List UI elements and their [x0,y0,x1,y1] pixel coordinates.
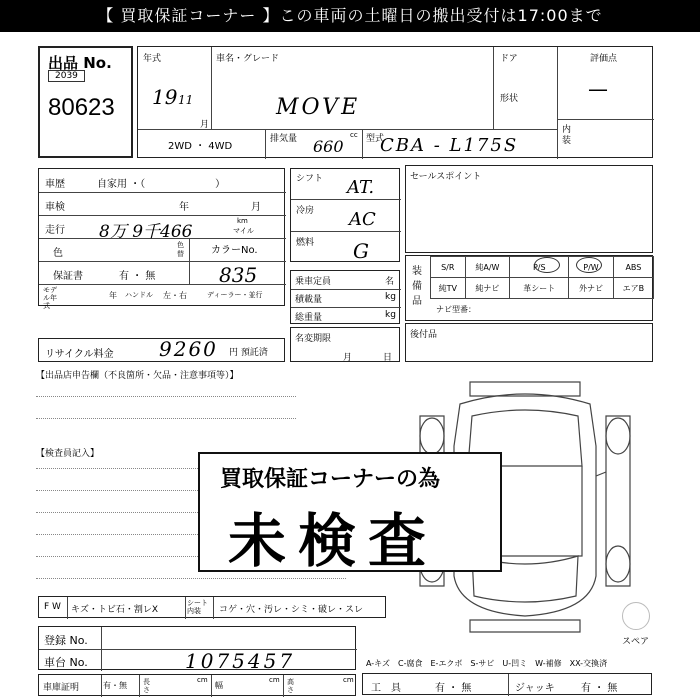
height-label: 高さ [287,678,294,694]
model-label: 型式 [366,134,385,144]
sales-points-box [405,165,653,253]
name-change-box [290,327,400,362]
stamp-line1: 買取保証コーナーの為 [220,467,441,492]
lot-label: 出品 No. [48,54,112,72]
chassis-label: 車台 No. [44,656,88,669]
inspector-label: 【検査員記入】 [36,449,100,459]
registration-grid [38,626,356,673]
sales-points-label: セールスポイント [410,172,482,182]
color-no-label: カラーNo. [211,245,258,256]
seat-label: シート内装 [187,599,208,615]
name-change-label: 名変期限 [295,334,332,344]
warranty-label: 保証書 [53,271,83,282]
fuel-label: 燃料 [296,238,315,248]
equipment-item: S/R [431,257,466,278]
equipment-item: 外ナビ [569,278,614,299]
tools-grid [362,673,652,695]
tool-value: 有 ・ 無 [435,683,472,694]
warranty-value: 有 ・ 無 [119,271,156,282]
post-mount-label: 後付品 [410,330,438,340]
reg-label: 登録 No. [44,634,88,647]
navi-label: ナビ型番： [436,305,476,314]
shape-label: 形状 [500,94,519,104]
equipment-item: ABS [613,257,653,278]
color-no-value: 835 [219,263,258,287]
handle-value: 左・右 [163,291,187,300]
displacement-label: 排気量 [270,134,298,144]
header-grid [137,46,653,158]
details-grid [38,168,285,310]
model-year-label: モデル年式 [43,286,57,310]
month-value: 11 [178,93,194,107]
jack-value: 有 ・ 無 [581,683,618,694]
score-label: 評価点 [590,54,618,64]
drive-label: 2WD ・ 4WD [168,141,233,152]
shift-value: AT. [347,177,375,198]
equipment-item: 革シート [510,278,569,299]
inspection-label: 車検 [45,202,65,213]
ps-circle-mark [534,257,560,273]
length-label: 長さ [143,678,150,694]
gross-unit: kg [385,310,396,320]
post-mount-box [405,323,653,362]
equipment-item: 純ナビ [465,278,510,299]
displacement-unit: cc [350,131,358,139]
gross-label: 総重量 [295,313,323,323]
height-unit: cm [343,676,354,684]
spare-label: スペア [622,637,650,647]
dealer-label: ディーラー・並行 [207,291,263,299]
name-value: MOVE [276,95,361,120]
mileage-unit-mile: マイル [233,227,254,235]
ac-value: AC [349,209,376,230]
inspection-month: 月 [251,202,261,213]
fuel-value: G [353,239,369,263]
fw-label: F W [44,602,61,612]
equipment-item: P/S [510,257,569,278]
jack-label: ジャッキ [515,683,555,694]
equipment-item: 純TV [431,278,466,299]
month-unit: 月 [200,120,210,130]
cert-value: 有・無 [103,681,127,690]
history-value: 自家用 ・（ ） [97,179,226,190]
mileage-value: 8万 9千466 [99,222,193,242]
ac-label: 冷房 [296,206,315,216]
chassis-value: 1075457 [185,649,296,673]
equipment-item: 純A/W [465,257,510,278]
seller-notes-label: 【出品店申告欄（不良箇所・欠品・注意事項等）】 [36,371,239,381]
damage-codes: A-キズ C-腐食 E-エクボ S-サビ U-凹ミ W-補修 XX-交換済 [366,659,608,668]
color-label: 色 [53,248,63,259]
lot-stamp: 2039 [48,70,85,82]
tool-label: 工 具 [371,683,401,694]
lot-number: 80623 [48,94,115,121]
history-label: 車歴 [45,179,65,190]
interior-label: 内装 [562,125,572,146]
door-label: ドア [500,54,518,64]
recycle-value: 9260 [159,337,218,361]
capacity-label: 乗車定員 [295,277,332,287]
not-inspected-stamp [198,452,502,575]
equipment-item: エアB [613,278,653,299]
width-unit: cm [269,676,280,684]
fw-value: キズ・トビ石・割レX [71,605,158,615]
recycle-label: リサイクル料金 [45,349,114,360]
inspection-year: 年 [179,202,189,213]
equipment-item: P/W [569,257,614,278]
width-label: 幅 [215,681,223,690]
top-banner: 【 買取保証コーナー 】この車両の土曜日の搬出受付は17:00まで [0,0,700,32]
damage-table [38,596,386,618]
garage-cert-grid [38,674,356,696]
shift-label: シフト [296,174,324,184]
name-change-day: 日 [383,353,393,363]
recycle-unit: 円 預託済 [229,348,268,358]
model-value: CBA - L175S [380,135,519,156]
pw-circle-mark [576,257,602,273]
lot-box [38,46,133,158]
load-unit: kg [385,292,396,302]
year-label: 年式 [143,54,162,64]
color-change-label: 色替 [177,241,184,258]
mileage-label: 走行 [45,225,65,236]
stamp-line2: 未検査 [228,507,439,575]
recycle-box [38,338,285,362]
capacity-grid [290,270,400,324]
spare-tire-icon [622,602,650,630]
handle-label: ハンドル [125,291,153,299]
year-value: 19 [152,85,178,109]
score-value: — [588,77,608,101]
capacity-unit: 名 [385,277,395,287]
model-year-unit: 年 [109,291,117,300]
name-change-month: 月 [343,353,353,363]
length-unit: cm [197,676,208,684]
spec-grid [290,168,400,262]
equipment-label: 装備品 [412,266,422,307]
cert-label: 車庫証明 [43,683,80,693]
name-label: 車名・グレード [216,54,280,64]
displacement-value: 660 [313,137,344,156]
equipment-box [405,255,653,321]
mileage-unit-km: km [237,217,248,225]
load-label: 積載量 [295,295,323,305]
seat-value: コゲ・穴・汚レ・シミ・破レ・スレ [219,605,364,615]
